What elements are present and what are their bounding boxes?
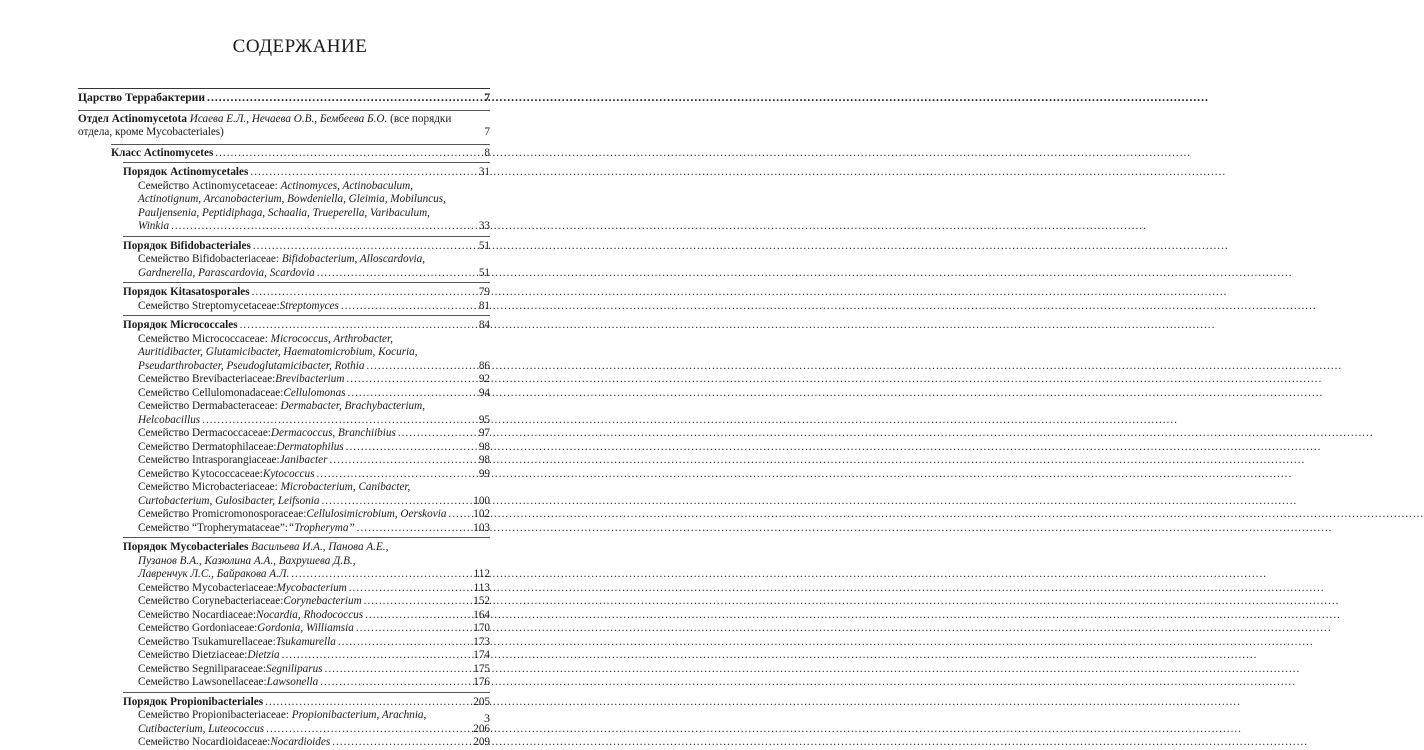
order-authors: Лавренчук Л.С., Байракова А.Л.: [138, 568, 290, 580]
order-label: Порядок Micrococcales: [123, 319, 238, 331]
family-label: Семейство “Tropherymataceae”:: [138, 521, 288, 534]
genus-list: Mycobacterium: [276, 581, 347, 594]
genus-list: Lawsonella: [266, 676, 319, 688]
page-ref: 173: [473, 635, 490, 648]
family-label: Семейство Intrasporangiaceae:: [138, 454, 280, 466]
page-ref: 84: [478, 319, 490, 331]
page-ref: 81: [478, 299, 490, 312]
page-title: СОДЕРЖАНИЕ: [232, 36, 368, 57]
toc-entry-family[interactable]: [78, 736, 490, 750]
genus-list: Actinomyces, Actinobaculum,: [280, 179, 414, 192]
toc-entry-family[interactable]: [78, 333, 490, 374]
page-ref: 209: [473, 736, 490, 748]
toc-entry-family[interactable]: [78, 709, 490, 736]
order-authors: Васильева И.А., Панова А.Е.,: [251, 541, 389, 553]
page-ref: 176: [473, 676, 490, 688]
document-page: [0, 0, 600, 750]
genus-list: Auritidibacter, Glutamicibacter, Haematomicrobium, Kocuria,: [138, 346, 418, 358]
family-label: Семейство Segniliparaceae:: [138, 662, 266, 675]
family-label: Семейство Nocardioidaceae:: [138, 736, 271, 748]
toc-entry-order[interactable]: [78, 696, 490, 710]
genus-list: Janibacter: [279, 454, 328, 466]
genus-list: Pauljensenia, Peptidiphaga, Schaalia, Trueperella, Varibaculum,: [138, 206, 430, 219]
toc-entry-order[interactable]: [78, 166, 490, 180]
toc-entry-order[interactable]: [78, 319, 490, 333]
page-ref: 113: [473, 581, 490, 594]
family-label: Семейство Nocardiaceae:: [138, 608, 257, 621]
genus-list: Dermatophilus: [276, 440, 344, 453]
family-label: Семейство Promicromonosporaceae:: [138, 508, 307, 520]
genus-list: Micrococcus, Arthrobacter,: [270, 332, 393, 345]
toc-entry-family[interactable]: [78, 441, 490, 455]
genus-list: Winkia: [138, 220, 170, 232]
order-label: Порядок Kitasatosporales: [123, 286, 250, 298]
page-number: 3: [484, 711, 490, 725]
toc-entry-order[interactable]: [78, 541, 490, 582]
page-ref: 31: [478, 166, 490, 178]
divider: [123, 162, 490, 163]
page-ref: 92: [478, 373, 490, 385]
page-ref: 95: [478, 413, 490, 426]
family-label: Семейство Microbacteriaceae:: [138, 481, 281, 493]
family-label: Семейство Corynebacteriaceae:: [138, 595, 284, 607]
toc-entry-family[interactable]: [78, 180, 490, 234]
divider: [78, 88, 490, 89]
page-ref: 97: [478, 427, 490, 439]
toc-entry-family[interactable]: [78, 400, 490, 427]
genus-list: Dietzia: [247, 649, 280, 661]
page-ref: 164: [473, 608, 490, 621]
divider: [123, 692, 490, 693]
family-label: Семейство Gordoniaceae:: [138, 622, 258, 634]
genus-list: Segniliparus: [265, 662, 323, 675]
toc-entry-family[interactable]: [78, 468, 490, 482]
toc-entry-family[interactable]: [78, 481, 490, 508]
genus-list: Propionibacterium, Arachnia,: [291, 709, 427, 721]
order-authors: Пузанов В.А., Казюлина А.А., Вахрушева Д.В.,: [138, 554, 356, 567]
page-ref: 7: [484, 126, 490, 138]
family-label: Семейство Propionibacteriaceae:: [138, 709, 292, 721]
toc-entry-kingdom[interactable]: Царство Террабактерии ..... 7: [78, 91, 490, 105]
toc-entry-family[interactable]: [78, 582, 490, 596]
toc-entry-division[interactable]: Отдел Actinomycetota Исаева Е.Л., Нечаева О.В., Бембеева Б.О. (все порядки отдела, кроме Mycobacteriales) 7: [78, 112, 490, 138]
page-ref: 94: [478, 386, 490, 399]
genus-list: Helcobacillus: [138, 413, 201, 426]
genus-list: Dermabacter, Brachybacterium,: [280, 400, 426, 412]
genus-list: Bifidobacterium, Alloscardovia,: [281, 253, 426, 265]
page-ref: 102: [473, 508, 490, 520]
family-label: Семейство Cellulomonadaceae:: [138, 386, 284, 399]
toc-entry-family[interactable]: [78, 649, 490, 663]
genus-list: Tsukamurella: [275, 635, 336, 648]
toc-entry-family[interactable]: [78, 427, 490, 441]
toc-entry-family[interactable]: [78, 636, 490, 650]
toc-entry-family[interactable]: [78, 663, 490, 677]
family-label: Семейство Mycobacteriaceae:: [138, 581, 277, 594]
toc-entry-family[interactable]: [78, 508, 490, 522]
family-label: Семейство Streptomycetaceae:: [138, 299, 280, 312]
toc-entry-class[interactable]: Класс Actinomycetes ..... 8: [78, 147, 490, 161]
genus-list: Pseudarthrobacter, Pseudoglutamicibacter, Rothia: [138, 359, 365, 372]
family-label: Семейство Brevibacteriaceae:: [138, 373, 276, 385]
divider: [123, 315, 490, 316]
genus-list: Gordonia, Williamsia: [257, 622, 354, 634]
page-ref: 99: [478, 467, 490, 480]
genus-list: Gardnerella, Parascardovia, Scardovia: [138, 266, 315, 279]
family-label: Семейство Tsukamurellaceae:: [138, 635, 276, 648]
toc-entry-family[interactable]: [78, 676, 490, 690]
toc-entry-family[interactable]: [78, 622, 490, 636]
genus-list: Streptomyces: [279, 299, 339, 312]
divider: [78, 110, 490, 111]
toc-entry-family[interactable]: [78, 609, 490, 623]
toc-entry-family[interactable]: [78, 253, 490, 280]
table-of-contents: [78, 86, 490, 750]
family-label: Семейство Lawsonellaceae:: [138, 676, 267, 688]
page-ref: 174: [473, 649, 490, 661]
page-ref: 206: [473, 722, 490, 735]
page-ref: 98: [478, 454, 490, 466]
family-label: Семейство Actinomycetaceae:: [138, 179, 281, 192]
toc-entry-family[interactable]: [78, 522, 490, 536]
family-label: Семейство Dermacoccaceae:: [138, 427, 271, 439]
genus-list: Cellulosimicrobium, Oerskovia: [306, 508, 447, 520]
page-ref: 8: [484, 146, 490, 159]
page-ref: 86: [478, 359, 490, 372]
family-label: Семейство Dietziaceae:: [138, 649, 248, 661]
toc-entry-family[interactable]: [78, 387, 490, 401]
divider: [123, 537, 490, 538]
order-label: Порядок Bifidobacteriales: [123, 239, 251, 252]
genus-list: Cellulomonas: [283, 386, 346, 399]
genus-list: Nocardioides: [270, 736, 331, 748]
family-label: Семейство Dermabacteraceae:: [138, 400, 281, 412]
genus-list: Curtobacterium, Gulosibacter, Leifsonia: [138, 494, 320, 507]
page-ref: 152: [473, 595, 490, 607]
genus-list: “Tropheryma”: [287, 521, 355, 534]
page-ref: 7: [484, 91, 490, 104]
order-label: Порядок Propionibacteriales: [123, 695, 264, 708]
genus-list: Cutibacterium, Luteococcus: [138, 722, 265, 735]
divider: [111, 144, 490, 145]
page-ref: 103: [473, 521, 490, 534]
page-ref: 175: [473, 662, 490, 675]
genus-list: Corynebacterium: [283, 595, 362, 607]
toc-entry-family[interactable]: [78, 300, 490, 314]
page-ref: 100: [473, 494, 490, 507]
order-label: Порядок Actinomycetales: [123, 166, 249, 178]
page-ref: 51: [478, 239, 490, 252]
page-ref: 98: [478, 440, 490, 453]
genus-list: Brevibacterium: [275, 373, 345, 385]
page-ref: 51: [478, 266, 490, 279]
orders-list: [78, 162, 490, 750]
page-ref: 170: [473, 622, 490, 634]
genus-list: Dermacoccus, Branchiibius: [270, 427, 396, 439]
family-label: Семейство Bifidobacteriaceae:: [138, 253, 282, 265]
genus-list: Microbacterium, Canibacter,: [280, 481, 411, 493]
divider: [123, 282, 490, 283]
page-ref: 205: [473, 695, 490, 708]
page-ref: 79: [478, 286, 490, 298]
toc-entry-family[interactable]: [78, 595, 490, 609]
page-ref: 112: [473, 568, 490, 580]
genus-list: Kytococcus: [262, 467, 315, 480]
toc-entry-order[interactable]: [78, 240, 490, 254]
page-ref: 33: [478, 220, 490, 232]
toc-entry-family[interactable]: [78, 454, 490, 468]
order-label: Порядок Mycobacteriales: [123, 541, 249, 553]
toc-entry-order[interactable]: [78, 286, 490, 300]
toc-entry-family[interactable]: [78, 373, 490, 387]
divider: [123, 236, 490, 237]
family-label: Семейство Micrococcaceae:: [138, 332, 271, 345]
genus-list: Nocardia, Rhodococcus: [256, 608, 364, 621]
genus-list: Actinotignum, Arcanobacterium, Bowdeniella, Gleimia, Mobiluncus,: [138, 193, 446, 205]
family-label: Семейство Kytococcaceae:: [138, 467, 263, 480]
family-label: Семейство Dermatophilaceae:: [138, 440, 277, 453]
